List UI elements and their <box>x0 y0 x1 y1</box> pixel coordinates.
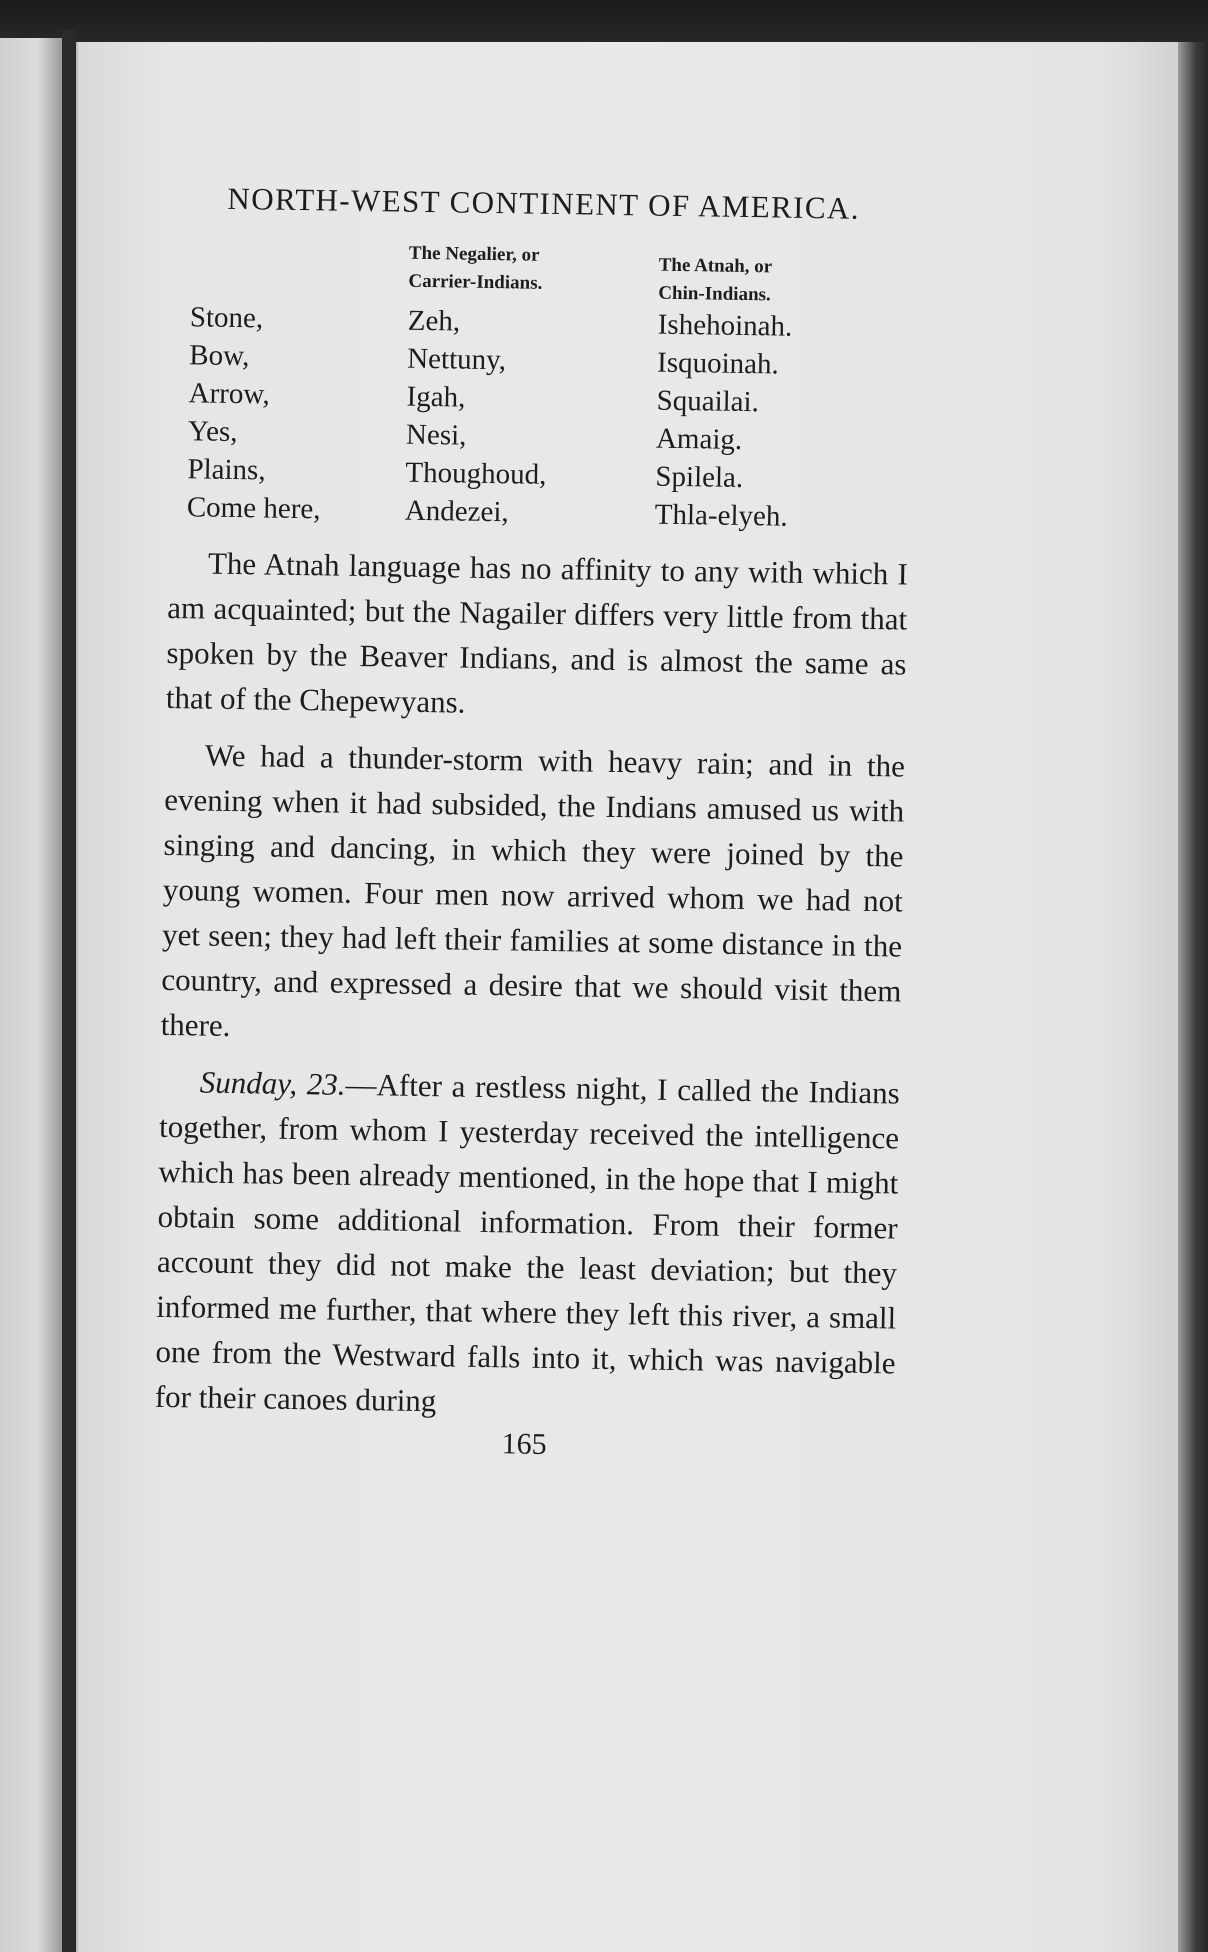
carrier-word: Andezei, <box>404 494 509 529</box>
atnah-column-header <box>658 252 772 310</box>
atnah-column <box>655 306 793 536</box>
atnah-header-line-1: The Atnah, or <box>658 254 773 278</box>
atnah-word: Isquoinah. <box>656 346 780 381</box>
atnah-word: Squailai. <box>656 384 760 419</box>
facing-page-edge <box>0 38 62 1952</box>
carrier-header-line-2: Carrier-Indians. <box>408 270 543 294</box>
vocabulary-table <box>169 236 913 540</box>
page-content <box>154 180 914 1468</box>
english-word: Yes, <box>187 415 238 449</box>
atnah-word: Amaig. <box>655 422 743 456</box>
paragraph-atnah-language: The Atnah language has no affinity to any with which I am acquainted; but the Nagailer differs very little from that spoken by the Beaver Indians, and is almost the same as that of the Chepewyans. <box>165 545 909 720</box>
atnah-header-line-2: Chin-Indians. <box>658 282 771 306</box>
page-right-edge <box>1178 42 1208 1952</box>
dateline: Sunday, 23. <box>199 1064 346 1102</box>
book-gutter <box>62 30 76 1952</box>
atnah-word: Spilela. <box>655 460 744 494</box>
carrier-column <box>405 302 550 532</box>
running-head: NORTH-WEST CONTINENT OF AMERICA. <box>227 180 861 226</box>
page-number: 165 <box>501 1427 547 1462</box>
carrier-word: Igah, <box>406 380 466 414</box>
english-word: Plains, <box>187 453 266 487</box>
carrier-header-line-1: The Negalier, or <box>408 242 540 266</box>
paragraph-sunday <box>155 1059 901 1431</box>
carrier-word: Zeh, <box>407 304 461 338</box>
paragraph-sunday-text: —After a restless night, I called the Indians together, from whom I yesterday received the intelligence which has been already mentioned, in the hope that I might obtain some additional information. From their former account they did not make the least deviation; but they informed me further, that where they left this river, a small one from the Westward falls into it, which was navigable for their canoes during <box>154 1066 901 1419</box>
atnah-word: Thla-elyeh. <box>654 498 788 533</box>
paragraph-thunder-storm: We had a thunder-storm with heavy rain; and in the evening when it had subsided, the Indians amused us with singing and dancing, in which they were joined by the young women. Four men now arrived whom we had not yet seen; they had left their families at some distance in the country, and expressed a desire that we should visit them there. <box>160 737 906 1043</box>
english-word: Arrow, <box>188 377 270 411</box>
carrier-word: Nesi, <box>405 418 467 452</box>
carrier-column-header <box>408 240 543 298</box>
english-word: Stone, <box>189 301 264 335</box>
carrier-word: Nettuny, <box>406 342 507 377</box>
atnah-word: Ishehoinah. <box>657 308 793 343</box>
english-word: Come here, <box>186 491 321 526</box>
english-word: Bow, <box>188 339 250 373</box>
carrier-word: Thoughoud, <box>405 456 547 491</box>
english-column <box>187 298 324 528</box>
